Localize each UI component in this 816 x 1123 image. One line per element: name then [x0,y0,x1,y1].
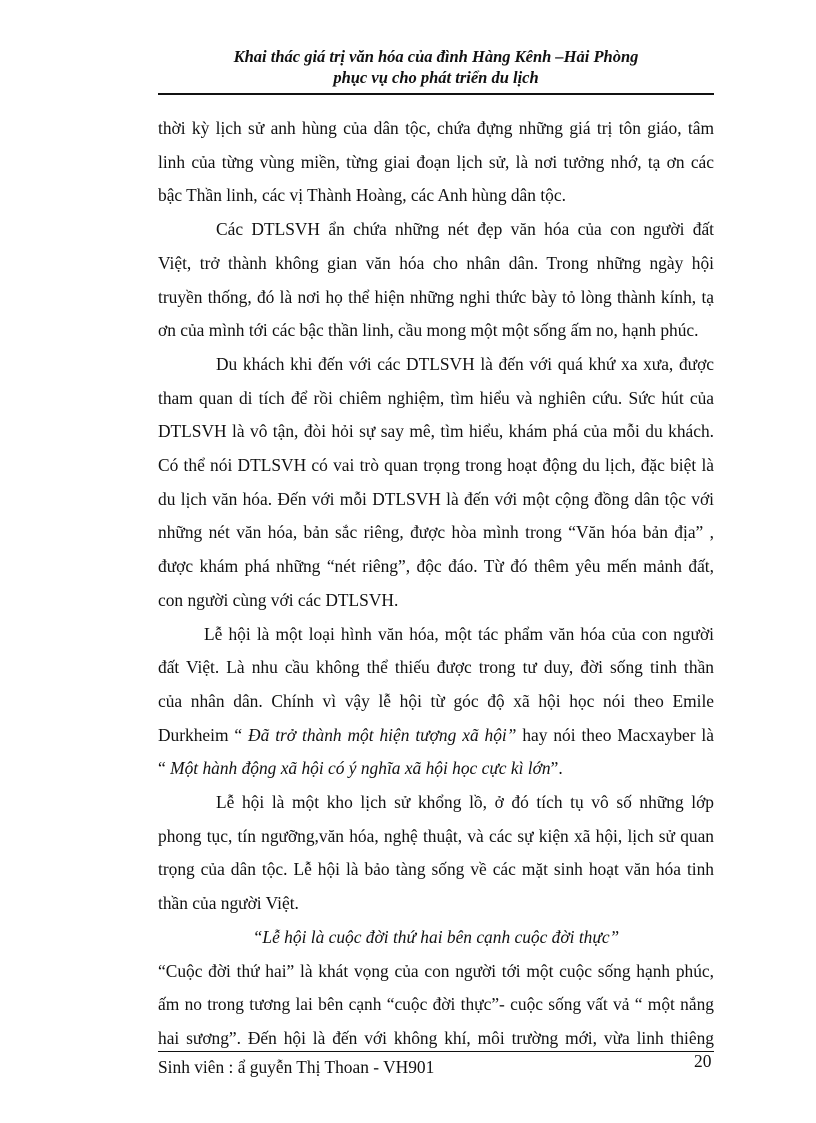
text-line: của nhân dân. Chính vì vậy lễ hội từ góc độ xã hội học nói theo Emile [158,690,714,711]
text-line [158,752,714,786]
text-line: tham quan di tích để rồi chiêm nghiệm, tìm hiểu và nghiên cứu. Sức hút của [158,387,714,408]
text-line: Lễ hội là một kho lịch sử khổng lồ, ở đó tích tụ vô số những lớp [216,792,714,813]
text-span: hay nói theo Macxayber là [516,724,714,745]
text-line: hai sương”. Đến hội là đến với không khí, môi trường mới, vừa linh thiêng [158,1027,714,1048]
page-header [158,46,714,88]
text-line: “Cuộc đời thứ hai” là khát vọng của con người tới một cuộc sống hạnh phúc, [158,960,714,981]
text-line: ấm no trong tương lai bên cạnh “cuộc đời thực”- cuộc sống vất vả “ một nắng [158,994,714,1015]
text-line: Lễ hội là một loại hình văn hóa, một tác phẩm văn hóa của con người [204,623,714,644]
text-line: Các DTLSVH ẩn chứa những nét đẹp văn hóa của con người đất [216,219,714,240]
text-line: đất Việt. Là nhu cầu không thể thiếu được trong tư duy, đời sống tinh thần [158,657,714,678]
text-span: “ [158,758,171,779]
text-line [158,719,714,753]
text-line: truyền thống, đó là nơi họ thể hiện những nghi thức bày tỏ lòng thành kính, tạ [158,286,714,307]
text-line: trọng của dân tộc. Lễ hội là bảo tàng sống về các mặt sinh hoạt văn hóa tinh [158,859,714,880]
text-line: những nét văn hóa, bản sắc riêng, được hòa mình trong “Văn hóa bản địa” , [158,522,714,543]
quote-line: “Lễ hội là cuộc đời thứ hai bên cạnh cuộc đời thực” [252,926,620,947]
text-line: linh của từng vùng miền, từng giai đoạn lịch sử, là nơi tưởng nhớ, tạ ơn các [158,151,714,172]
text-line: thần của người Việt. [158,893,299,914]
text-line: Có thể nói DTLSVH có vai trò quan trọng trong hoạt động du lịch, đặc biệt là [158,455,714,476]
text-line: bậc Thần linh, các vị Thành Hoàng, các Anh hùng dân tộc. [158,185,566,206]
text-line: ơn của mình tới các bậc thần linh, cầu mong một một sống ấm no, hạnh phúc. [158,320,699,341]
page-number: 20 [694,1051,712,1071]
text-line: Du khách khi đến với các DTLSVH là đến với quá khứ xa xưa, được [216,353,714,374]
text-span: ”. [550,758,563,779]
text-span: Durkheim “ [158,724,249,745]
text-line: thời kỳ lịch sử anh hùng của dân tộc, chứa đựng những giá trị tôn giáo, tâm [158,118,714,138]
text-line: phong tục, tín ngưỡng,văn hóa, nghệ thuật, và các sự kiện xã hội, lịch sử quan [158,825,714,846]
italic-quote: Đã trở thành một hiện tượng xã hội” [248,724,517,745]
italic-quote: Một hành động xã hội có ý nghĩa xã hội học cực kì lớn [170,758,551,779]
footer-divider [158,1051,714,1052]
document-body [158,112,714,1056]
text-line: Việt, trở thành không gian văn hóa cho nhân dân. Trong những ngày hội [158,252,714,273]
header-divider [158,93,714,95]
text-line: du lịch văn hóa. Đến với mỗi DTLSVH là đến với một cộng đồng dân tộc với [158,488,714,509]
text-line: DTLSVH là vô tận, đòi hỏi sự say mê, tìm hiểu, khám phá của mỗi du khách. [158,421,714,442]
footer-student-name: Sinh viên : ẩ guyễn Thị Thoan - VH901 [158,1057,435,1077]
text-line: được khám phá những “nét riêng”, độc đáo. Từ đó thêm yêu mến mảnh đất, [158,556,714,577]
header-title-line-2: phục vụ cho phát triển du lịch [333,68,539,87]
header-title-line-1: Khai thác giá trị văn hóa của đình Hàng Kênh –Hải Phòng [233,47,639,66]
text-line: con người cùng với các DTLSVH. [158,589,399,610]
